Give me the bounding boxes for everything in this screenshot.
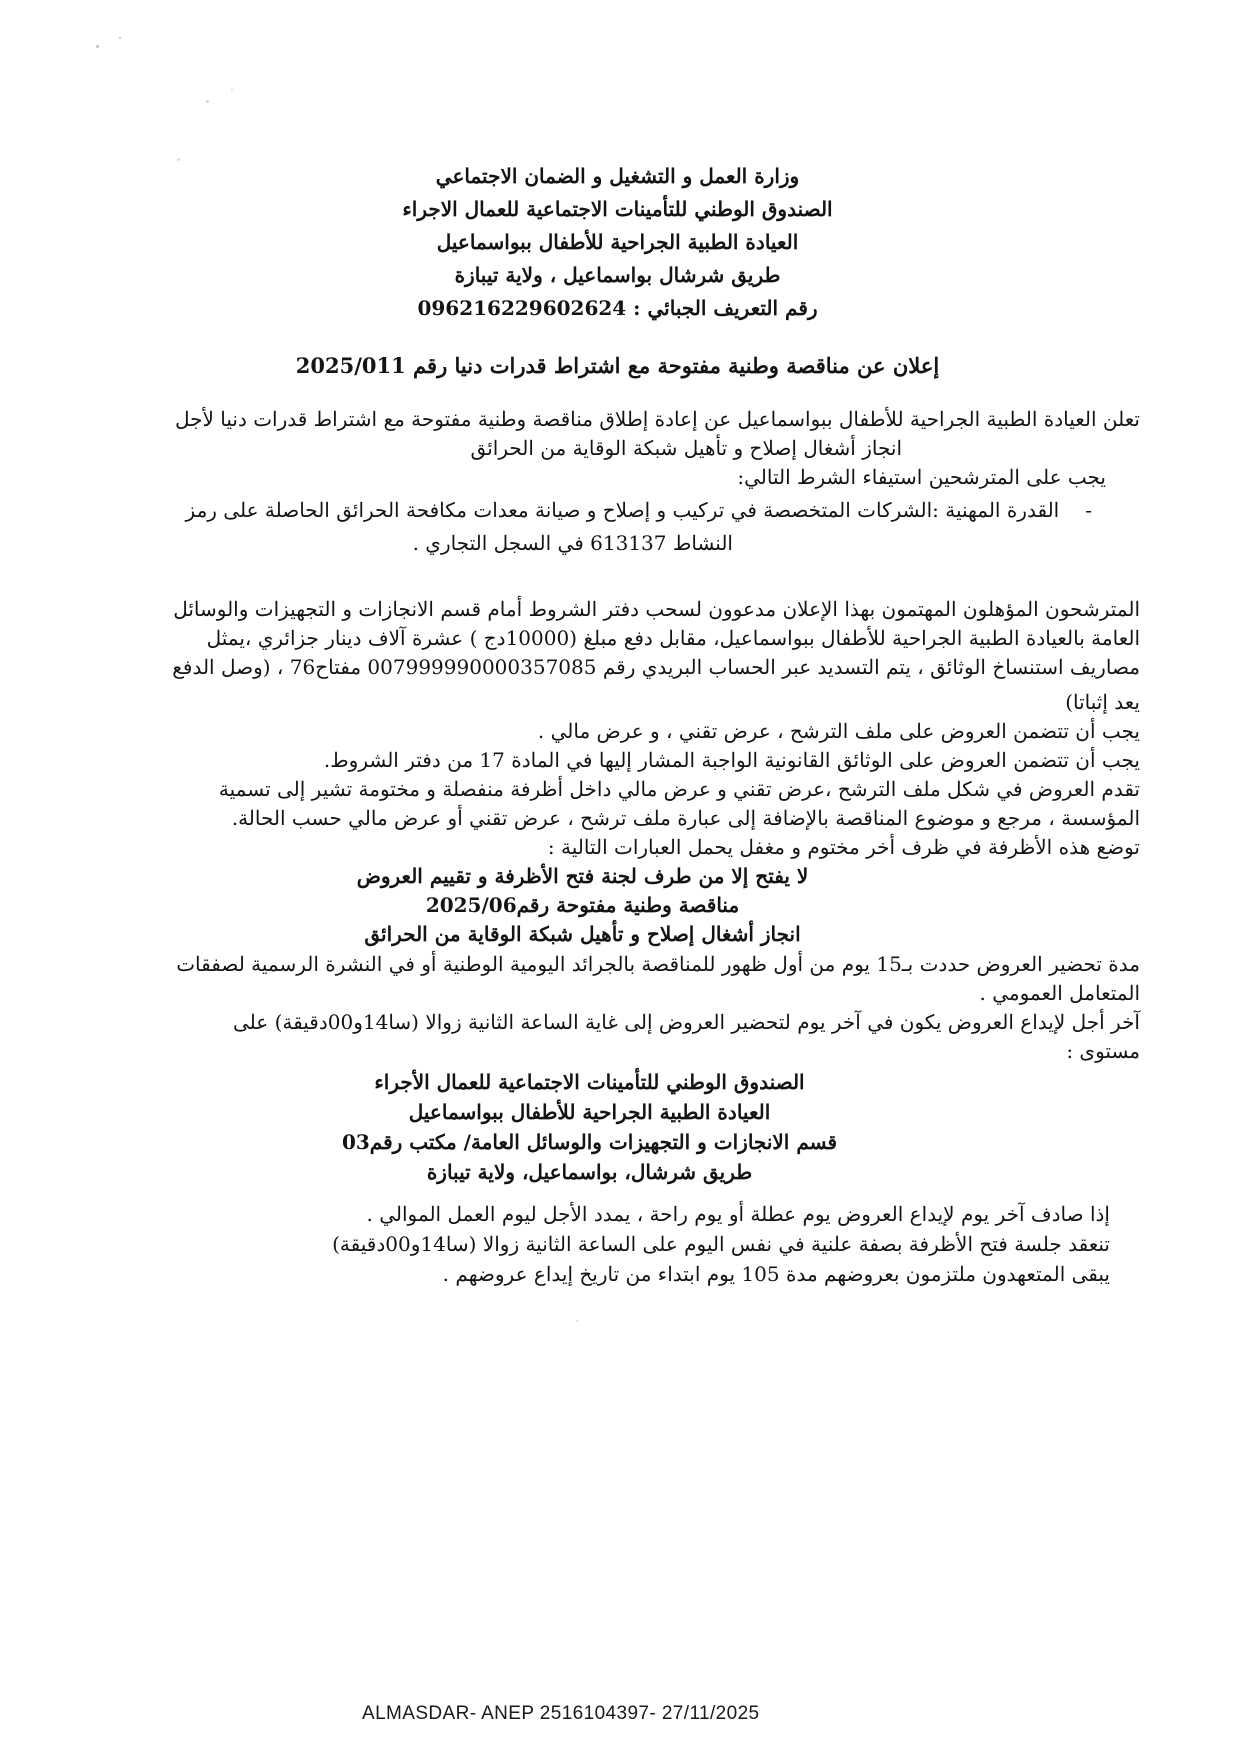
offers-line: يجب أن تتضمن العروض على ملف الترشح ، عرض تقني ، و عرض مالي .: [537, 719, 1140, 743]
withdrawal-paragraph: [95, 595, 1140, 717]
tender-title: إعلان عن مناقصة وطنية مفتوحة مع اشتراط قدرات دنيا رقم 2025/011: [295, 353, 940, 378]
offers-line: تقدم العروض في شكل ملف الترشح ،عرض تقني و عرض مالي داخل أظرفة منفصلة و مختومة تشير إلى تسمية: [218, 777, 1140, 801]
announcement-paragraph: [95, 405, 1140, 558]
condition-continuation-line: النشاط 613137 في السجل التجاري .: [412, 531, 733, 555]
submission-place-line: الصندوق الوطني للتأمينات الاجتماعية للعمال الأجراء: [374, 1070, 805, 1094]
tax-id-line: رقم التعريف الجبائي : 096216229602624: [417, 296, 818, 320]
closing-line: إذا صادف آخر يوم لإيداع العروض يوم عطلة أو يوم راحة ، يمدد الأجل ليوم العمل الموالي .: [366, 1202, 1110, 1226]
scan-speck: [231, 89, 233, 91]
offers-line: المؤسسة ، مرجع و موضوع المناقصة بالإضافة إلى عبارة ملف ترشح ، عرض تقني أو عرض مالي حسب الحالة.: [231, 806, 1140, 830]
announcement-line: تعلن العيادة الطبية الجراحية للأطفال ببواسماعيل عن إعادة إطلاق مناقصة وطنية مفتوحة مع اشتراط قدرات دنيا لأجل: [174, 407, 1140, 431]
withdrawal-line: يعد إثباتا): [1065, 690, 1140, 714]
letterhead: [95, 160, 1140, 325]
scan-speck: [119, 37, 121, 39]
deadline-paragraph: [95, 950, 1140, 1066]
scan-speck: [177, 158, 180, 161]
submission-place-line: قسم الانجازات و التجهيزات والوسائل العامة/ مكتب رقم03: [341, 1130, 838, 1154]
works-object-line: انجاز أشغال إصلاح و تأهيل شبكة الوقاية من الحرائق: [470, 436, 902, 460]
offers-paragraph: [95, 717, 1140, 862]
envelope-note-line: مناقصة وطنية مفتوحة رقم2025/06: [425, 893, 740, 917]
fund-line: الصندوق الوطني للتأمينات الاجتماعية للعمال الاجراء: [402, 197, 833, 221]
deadline-line: مدة تحضير العروض حددت بـ15 يوم من أول ظهور للمناقصة بالجرائد اليومية الوطنية أو في النشرة الرسمية لصفقات: [176, 952, 1140, 976]
envelope-note-line: لا يفتح إلا من طرف لجنة فتح الأظرفة و تقييم العروض: [356, 864, 809, 888]
withdrawal-line: المترشحون المؤهلون المهتمون بهذا الإعلان مدعوون لسحب دفتر الشروط أمام قسم الانجازات و التجهيزات والوسائل: [173, 597, 1140, 621]
withdrawal-line: مصاريف استنساخ الوثائق ، يتم التسديد عبر الحساب البريدي رقم 007999990000357085 مفتاح76 ، (وصل الدفع: [172, 655, 1140, 679]
submission-place-line: العيادة الطبية الجراحية للأطفال ببواسماعيل: [408, 1100, 771, 1124]
offers-line: يجب أن تتضمن العروض على الوثائق القانونية الواجبة المشار إليها في المادة 17 من دفتر الشروط.: [323, 748, 1140, 772]
envelope-note-line: انجاز أشغال إصلاح و تأهيل شبكة الوقاية من الحرائق: [364, 922, 801, 946]
offers-line: توضع هذه الأظرفة في ظرف أخر مختوم و مغفل يحمل العبارات التالية :: [547, 835, 1140, 859]
anep-footer-line: ALMASDAR- ANEP 2516104397- 27/11/2025: [362, 1703, 760, 1724]
withdrawal-line: العامة بالعيادة الطبية الجراحية للأطفال ببواسماعيل، مقابل دفع مبلغ (10000دج ) عشرة آلاف دينار جزائري ،يمثل: [206, 626, 1140, 650]
scan-speck: [576, 1320, 578, 1322]
closing-paragraph: [95, 1199, 1140, 1289]
scan-speck: [206, 100, 209, 103]
deadline-line: آخر أجل لإيداع العروض يكون في آخر يوم لتحضير العروض إلى غاية الساعة الثانية زوالا (سا14و00دقيقة) على: [233, 1010, 1140, 1034]
clinic-line: العيادة الطبية الجراحية للأطفال ببواسماعيل: [436, 230, 799, 254]
closing-line: يبقى المتعهدون ملتزمون بعروضهم مدة 105 يوم ابتداء من تاريخ إيداع عروضهم .: [442, 1262, 1110, 1286]
submission-place-line: طريق شرشال، بواسماعيل، ولاية تيبازة: [426, 1160, 753, 1184]
condition-item-text: القدرة المهنية :الشركات المتخصصة في تركيب و إصلاح و صيانة معدات مكافحة الحرائق الحاصلة على رمز: [185, 498, 1060, 522]
condition-item-line: [95, 496, 1092, 525]
condition-intro-line: يجب على المترشحين استيفاء الشرط التالي:: [737, 465, 1106, 489]
deadline-line: المتعامل العمومي .: [979, 981, 1140, 1005]
scan-speck: [96, 45, 99, 48]
deadline-line: مستوى :: [1066, 1039, 1140, 1063]
address-line: طريق شرشال بواسماعيل ، ولاية تيبازة: [454, 263, 781, 287]
submission-place-block: [67, 1067, 1112, 1187]
list-dash: -: [1085, 498, 1092, 522]
closing-line: تنعقد جلسة فتح الأظرفة بصفة علنية في نفس اليوم على الساعة الثانية زوالا (سا14و00دقيقة): [332, 1232, 1110, 1256]
ministry-line: وزارة العمل و التشغيل و الضمان الاجتماعي: [435, 164, 800, 188]
envelope-note-block: [60, 862, 1105, 949]
